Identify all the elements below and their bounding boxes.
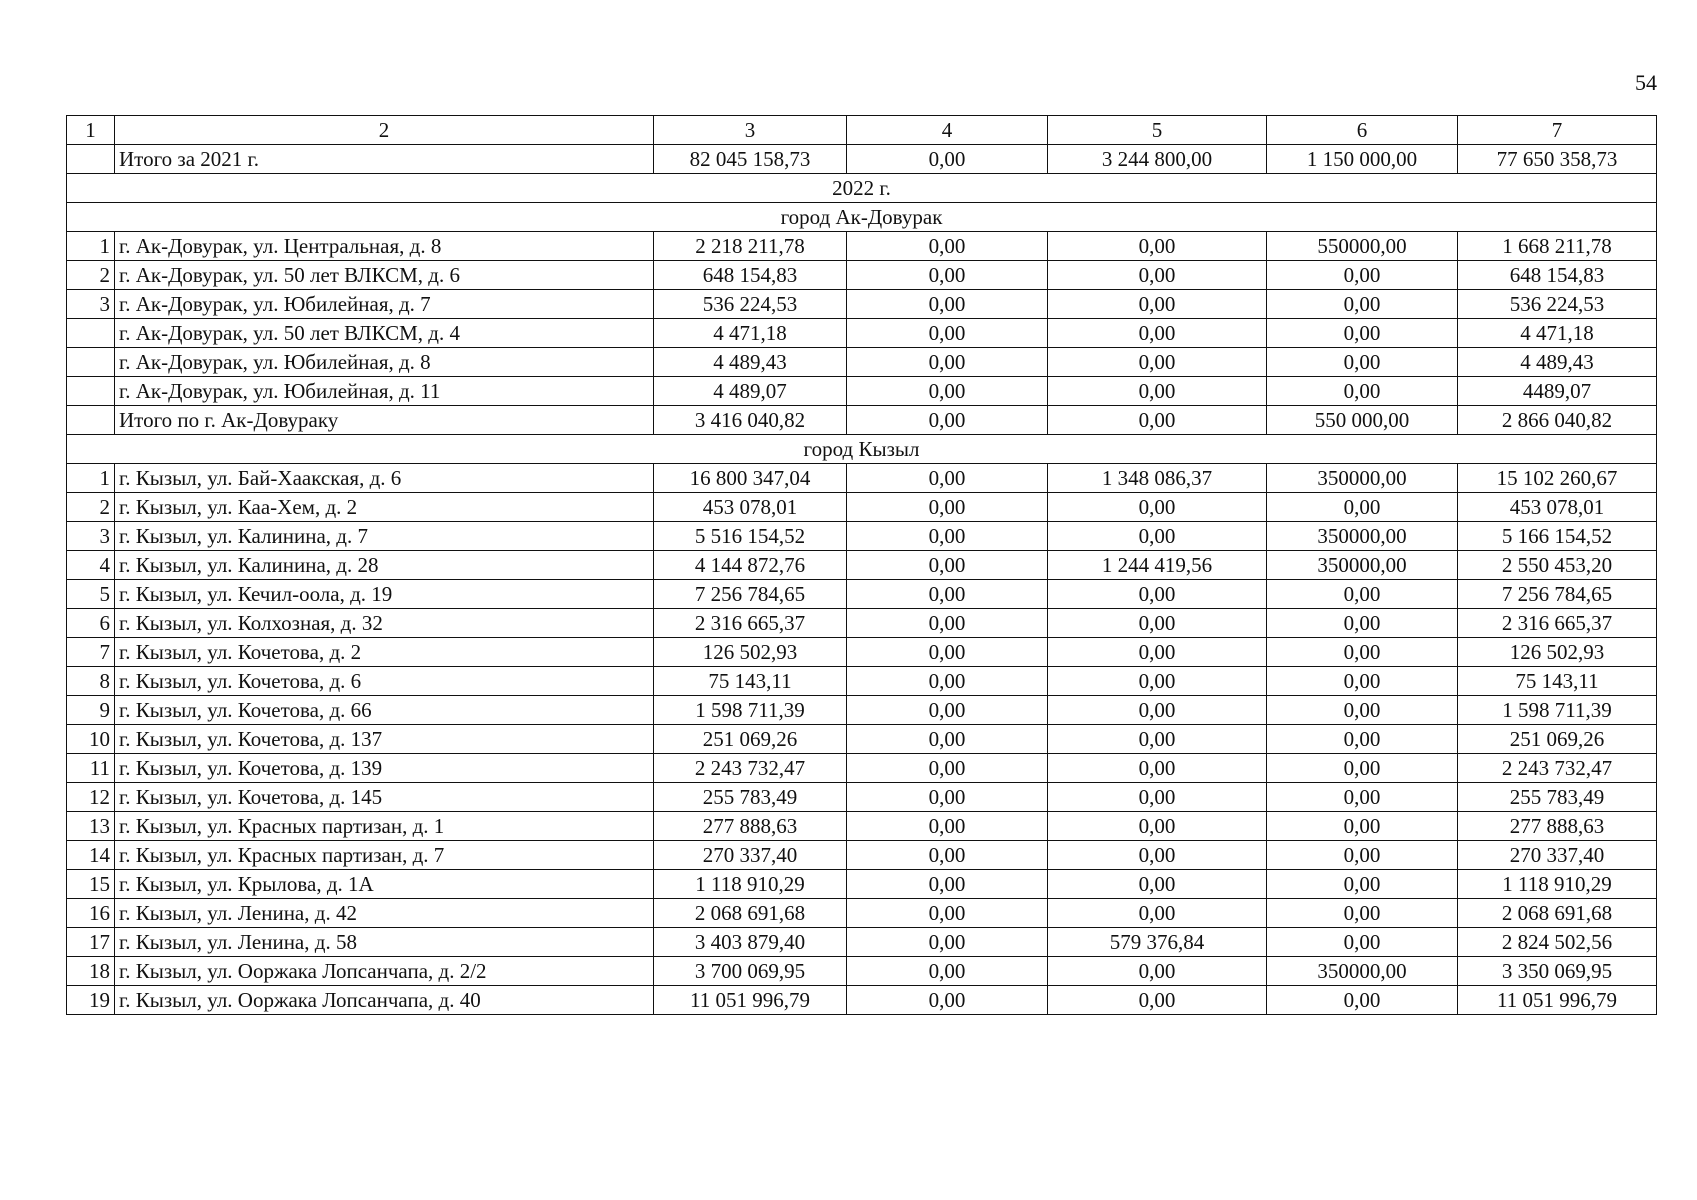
address-cell: г. Кызыл, ул. Ленина, д. 58 <box>115 928 654 957</box>
column-header: 3 <box>654 116 847 145</box>
value-cell: 4489,07 <box>1458 377 1657 406</box>
table-row <box>67 928 1657 957</box>
row-number-cell <box>67 348 115 377</box>
column-header: 7 <box>1458 116 1657 145</box>
value-cell: 0,00 <box>1048 232 1267 261</box>
value-cell: 550 000,00 <box>1267 406 1458 435</box>
value-cell: 0,00 <box>847 667 1048 696</box>
value-cell: 0,00 <box>1267 928 1458 957</box>
value-cell: 2 316 665,37 <box>654 609 847 638</box>
value-cell: 251 069,26 <box>654 725 847 754</box>
value-cell: 2 550 453,20 <box>1458 551 1657 580</box>
value-cell: 0,00 <box>847 812 1048 841</box>
value-cell: 350000,00 <box>1267 551 1458 580</box>
value-cell: 0,00 <box>847 841 1048 870</box>
value-cell: 0,00 <box>1267 493 1458 522</box>
value-cell: 0,00 <box>1048 522 1267 551</box>
value-cell: 350000,00 <box>1267 522 1458 551</box>
table-row <box>67 638 1657 667</box>
value-cell: 0,00 <box>1267 667 1458 696</box>
row-number-cell: 15 <box>67 870 115 899</box>
table-row <box>67 957 1657 986</box>
value-cell: 75 143,11 <box>1458 667 1657 696</box>
value-cell: 0,00 <box>847 493 1048 522</box>
address-cell: г. Ак-Довурак, ул. Центральная, д. 8 <box>115 232 654 261</box>
table-row <box>67 290 1657 319</box>
address-cell: г. Ак-Довурак, ул. Юбилейная, д. 8 <box>115 348 654 377</box>
table-row <box>67 754 1657 783</box>
value-cell: 0,00 <box>847 464 1048 493</box>
address-cell: г. Ак-Довурак, ул. Юбилейная, д. 7 <box>115 290 654 319</box>
table-row <box>67 232 1657 261</box>
table-row <box>67 493 1657 522</box>
table-row <box>67 377 1657 406</box>
row-number-cell: 3 <box>67 290 115 319</box>
row-number-cell: 8 <box>67 667 115 696</box>
value-cell: 1 348 086,37 <box>1048 464 1267 493</box>
table-row <box>67 812 1657 841</box>
row-number-cell: 18 <box>67 957 115 986</box>
value-cell: 0,00 <box>847 377 1048 406</box>
value-cell: 648 154,83 <box>654 261 847 290</box>
value-cell: 277 888,63 <box>654 812 847 841</box>
value-cell: 3 350 069,95 <box>1458 957 1657 986</box>
value-cell: 0,00 <box>847 899 1048 928</box>
value-cell: 1 244 419,56 <box>1048 551 1267 580</box>
row-number-cell: 12 <box>67 783 115 812</box>
value-cell: 0,00 <box>847 928 1048 957</box>
city-heading-row <box>67 203 1657 232</box>
row-number-cell: 2 <box>67 261 115 290</box>
value-cell: 2 243 732,47 <box>654 754 847 783</box>
value-cell: 126 502,93 <box>1458 638 1657 667</box>
value-cell: 0,00 <box>1267 319 1458 348</box>
value-cell: 0,00 <box>1267 696 1458 725</box>
value-cell: 0,00 <box>1267 638 1458 667</box>
value-cell: 75 143,11 <box>654 667 847 696</box>
address-cell: г. Ак-Довурак, ул. Юбилейная, д. 11 <box>115 377 654 406</box>
year-heading: 2022 г. <box>67 174 1657 203</box>
value-cell: 1 150 000,00 <box>1267 145 1458 174</box>
value-cell: 453 078,01 <box>1458 493 1657 522</box>
value-cell: 277 888,63 <box>1458 812 1657 841</box>
row-number-cell <box>67 319 115 348</box>
table-row <box>67 696 1657 725</box>
value-cell: 0,00 <box>1048 406 1267 435</box>
address-cell: г. Кызыл, ул. Кочетова, д. 2 <box>115 638 654 667</box>
row-number-cell: 1 <box>67 464 115 493</box>
value-cell: 0,00 <box>1048 899 1267 928</box>
value-cell: 15 102 260,67 <box>1458 464 1657 493</box>
subtotal-row <box>67 406 1657 435</box>
value-cell: 4 489,43 <box>1458 348 1657 377</box>
total-label: Итого по г. Ак-Довураку <box>115 406 654 435</box>
value-cell: 0,00 <box>1267 609 1458 638</box>
value-cell: 0,00 <box>1048 812 1267 841</box>
column-header: 5 <box>1048 116 1267 145</box>
address-cell: г. Кызыл, ул. Кочетова, д. 66 <box>115 696 654 725</box>
table-row <box>67 522 1657 551</box>
value-cell: 2 218 211,78 <box>654 232 847 261</box>
value-cell: 77 650 358,73 <box>1458 145 1657 174</box>
value-cell: 82 045 158,73 <box>654 145 847 174</box>
value-cell: 0,00 <box>1048 986 1267 1015</box>
value-cell: 0,00 <box>1048 841 1267 870</box>
value-cell: 0,00 <box>1048 493 1267 522</box>
value-cell: 255 783,49 <box>654 783 847 812</box>
value-cell: 0,00 <box>1048 870 1267 899</box>
table-row <box>67 261 1657 290</box>
value-cell: 1 598 711,39 <box>1458 696 1657 725</box>
address-cell: г. Кызыл, ул. Колхозная, д. 32 <box>115 609 654 638</box>
value-cell: 0,00 <box>1048 319 1267 348</box>
row-number-cell: 6 <box>67 609 115 638</box>
value-cell: 0,00 <box>847 580 1048 609</box>
value-cell: 0,00 <box>1048 261 1267 290</box>
address-cell: г. Кызыл, ул. Кочетова, д. 137 <box>115 725 654 754</box>
table-row <box>67 841 1657 870</box>
address-cell: г. Кызыл, ул. Калинина, д. 28 <box>115 551 654 580</box>
value-cell: 4 489,07 <box>654 377 847 406</box>
value-cell: 0,00 <box>847 406 1048 435</box>
value-cell: 0,00 <box>1267 725 1458 754</box>
city-heading: город Ак-Довурак <box>67 203 1657 232</box>
value-cell: 270 337,40 <box>654 841 847 870</box>
value-cell: 0,00 <box>1267 870 1458 899</box>
address-cell: г. Кызыл, ул. Красных партизан, д. 1 <box>115 812 654 841</box>
value-cell: 350000,00 <box>1267 957 1458 986</box>
address-cell: г. Кызыл, ул. Кочетова, д. 145 <box>115 783 654 812</box>
table-row <box>67 899 1657 928</box>
value-cell: 2 068 691,68 <box>654 899 847 928</box>
address-cell: г. Кызыл, ул. Каа-Хем, д. 2 <box>115 493 654 522</box>
value-cell: 5 166 154,52 <box>1458 522 1657 551</box>
row-number-cell: 14 <box>67 841 115 870</box>
city-heading: город Кызыл <box>67 435 1657 464</box>
table-row <box>67 986 1657 1015</box>
table-row <box>67 319 1657 348</box>
value-cell: 0,00 <box>1267 812 1458 841</box>
row-number-cell: 1 <box>67 232 115 261</box>
value-cell: 11 051 996,79 <box>1458 986 1657 1015</box>
value-cell: 2 824 502,56 <box>1458 928 1657 957</box>
value-cell: 0,00 <box>847 609 1048 638</box>
address-cell: г. Кызыл, ул. Красных партизан, д. 7 <box>115 841 654 870</box>
row-number-cell: 7 <box>67 638 115 667</box>
value-cell: 0,00 <box>1048 377 1267 406</box>
value-cell: 251 069,26 <box>1458 725 1657 754</box>
value-cell: 3 244 800,00 <box>1048 145 1267 174</box>
row-number-cell <box>67 406 115 435</box>
table-row <box>67 348 1657 377</box>
value-cell: 16 800 347,04 <box>654 464 847 493</box>
table-row <box>67 464 1657 493</box>
table-row <box>67 870 1657 899</box>
value-cell: 0,00 <box>1048 667 1267 696</box>
value-cell: 0,00 <box>847 290 1048 319</box>
address-cell: г. Кызыл, ул. Кочетова, д. 6 <box>115 667 654 696</box>
address-cell: г. Кызыл, ул. Кечил-оола, д. 19 <box>115 580 654 609</box>
value-cell: 0,00 <box>1267 348 1458 377</box>
value-cell: 0,00 <box>847 261 1048 290</box>
row-number-cell <box>67 145 115 174</box>
value-cell: 0,00 <box>1048 754 1267 783</box>
value-cell: 0,00 <box>847 783 1048 812</box>
value-cell: 126 502,93 <box>654 638 847 667</box>
value-cell: 0,00 <box>1267 261 1458 290</box>
table-row <box>67 725 1657 754</box>
row-number-cell: 17 <box>67 928 115 957</box>
value-cell: 3 416 040,82 <box>654 406 847 435</box>
year-heading-row <box>67 174 1657 203</box>
value-cell: 11 051 996,79 <box>654 986 847 1015</box>
value-cell: 0,00 <box>1267 754 1458 783</box>
value-cell: 579 376,84 <box>1048 928 1267 957</box>
address-cell: г. Кызыл, ул. Калинина, д. 7 <box>115 522 654 551</box>
value-cell: 0,00 <box>847 725 1048 754</box>
value-cell: 0,00 <box>1048 290 1267 319</box>
value-cell: 0,00 <box>1048 580 1267 609</box>
value-cell: 270 337,40 <box>1458 841 1657 870</box>
value-cell: 255 783,49 <box>1458 783 1657 812</box>
value-cell: 0,00 <box>847 754 1048 783</box>
column-header: 4 <box>847 116 1048 145</box>
address-cell: г. Кызыл, ул. Кочетова, д. 139 <box>115 754 654 783</box>
value-cell: 7 256 784,65 <box>1458 580 1657 609</box>
value-cell: 0,00 <box>847 957 1048 986</box>
value-cell: 2 068 691,68 <box>1458 899 1657 928</box>
row-number-cell: 2 <box>67 493 115 522</box>
value-cell: 1 598 711,39 <box>654 696 847 725</box>
table-row <box>67 609 1657 638</box>
value-cell: 0,00 <box>847 232 1048 261</box>
table-row <box>67 551 1657 580</box>
value-cell: 1 118 910,29 <box>1458 870 1657 899</box>
address-cell: г. Ак-Довурак, ул. 50 лет ВЛКСМ, д. 4 <box>115 319 654 348</box>
value-cell: 0,00 <box>1267 783 1458 812</box>
address-cell: г. Ак-Довурак, ул. 50 лет ВЛКСМ, д. 6 <box>115 261 654 290</box>
value-cell: 0,00 <box>847 319 1048 348</box>
address-cell: г. Кызыл, ул. Ленина, д. 42 <box>115 899 654 928</box>
column-header: 2 <box>115 116 654 145</box>
value-cell: 4 489,43 <box>654 348 847 377</box>
table-row <box>67 667 1657 696</box>
row-number-cell: 16 <box>67 899 115 928</box>
value-cell: 648 154,83 <box>1458 261 1657 290</box>
value-cell: 0,00 <box>1267 580 1458 609</box>
total-label: Итого за 2021 г. <box>115 145 654 174</box>
value-cell: 0,00 <box>847 522 1048 551</box>
value-cell: 3 403 879,40 <box>654 928 847 957</box>
value-cell: 0,00 <box>847 348 1048 377</box>
value-cell: 0,00 <box>1048 638 1267 667</box>
row-number-cell: 4 <box>67 551 115 580</box>
value-cell: 2 243 732,47 <box>1458 754 1657 783</box>
row-number-cell: 9 <box>67 696 115 725</box>
value-cell: 4 144 872,76 <box>654 551 847 580</box>
column-header: 6 <box>1267 116 1458 145</box>
value-cell: 4 471,18 <box>1458 319 1657 348</box>
row-number-cell: 10 <box>67 725 115 754</box>
value-cell: 550000,00 <box>1267 232 1458 261</box>
value-cell: 2 316 665,37 <box>1458 609 1657 638</box>
address-cell: г. Кызыл, ул. Крылова, д. 1А <box>115 870 654 899</box>
value-cell: 0,00 <box>1267 290 1458 319</box>
row-number-cell: 5 <box>67 580 115 609</box>
total-2021-row <box>67 145 1657 174</box>
table-body <box>67 116 1657 1015</box>
row-number-cell: 19 <box>67 986 115 1015</box>
column-number-row <box>67 116 1657 145</box>
value-cell: 7 256 784,65 <box>654 580 847 609</box>
value-cell: 1 668 211,78 <box>1458 232 1657 261</box>
value-cell: 350000,00 <box>1267 464 1458 493</box>
value-cell: 3 700 069,95 <box>654 957 847 986</box>
row-number-cell <box>67 377 115 406</box>
value-cell: 0,00 <box>847 870 1048 899</box>
value-cell: 0,00 <box>1048 725 1267 754</box>
value-cell: 536 224,53 <box>1458 290 1657 319</box>
value-cell: 0,00 <box>847 986 1048 1015</box>
value-cell: 5 516 154,52 <box>654 522 847 551</box>
table-row <box>67 783 1657 812</box>
city-heading-row <box>67 435 1657 464</box>
address-cell: г. Кызыл, ул. Ооржака Лопсанчапа, д. 2/2 <box>115 957 654 986</box>
value-cell: 0,00 <box>1267 377 1458 406</box>
value-cell: 0,00 <box>847 696 1048 725</box>
value-cell: 0,00 <box>1267 841 1458 870</box>
value-cell: 0,00 <box>1048 957 1267 986</box>
table-row <box>67 580 1657 609</box>
value-cell: 0,00 <box>847 638 1048 667</box>
row-number-cell: 13 <box>67 812 115 841</box>
value-cell: 0,00 <box>1048 696 1267 725</box>
value-cell: 0,00 <box>847 551 1048 580</box>
value-cell: 0,00 <box>1267 899 1458 928</box>
value-cell: 1 118 910,29 <box>654 870 847 899</box>
row-number-cell: 3 <box>67 522 115 551</box>
value-cell: 0,00 <box>1048 609 1267 638</box>
value-cell: 0,00 <box>1048 348 1267 377</box>
address-cell: г. Кызыл, ул. Ооржака Лопсанчапа, д. 40 <box>115 986 654 1015</box>
value-cell: 0,00 <box>1267 986 1458 1015</box>
value-cell: 4 471,18 <box>654 319 847 348</box>
funding-table <box>66 115 1657 1015</box>
address-cell: г. Кызыл, ул. Бай-Хаакская, д. 6 <box>115 464 654 493</box>
column-header: 1 <box>67 116 115 145</box>
value-cell: 536 224,53 <box>654 290 847 319</box>
value-cell: 0,00 <box>1048 783 1267 812</box>
value-cell: 453 078,01 <box>654 493 847 522</box>
value-cell: 2 866 040,82 <box>1458 406 1657 435</box>
row-number-cell: 11 <box>67 754 115 783</box>
page-number: 54 <box>1635 70 1657 95</box>
value-cell: 0,00 <box>847 145 1048 174</box>
